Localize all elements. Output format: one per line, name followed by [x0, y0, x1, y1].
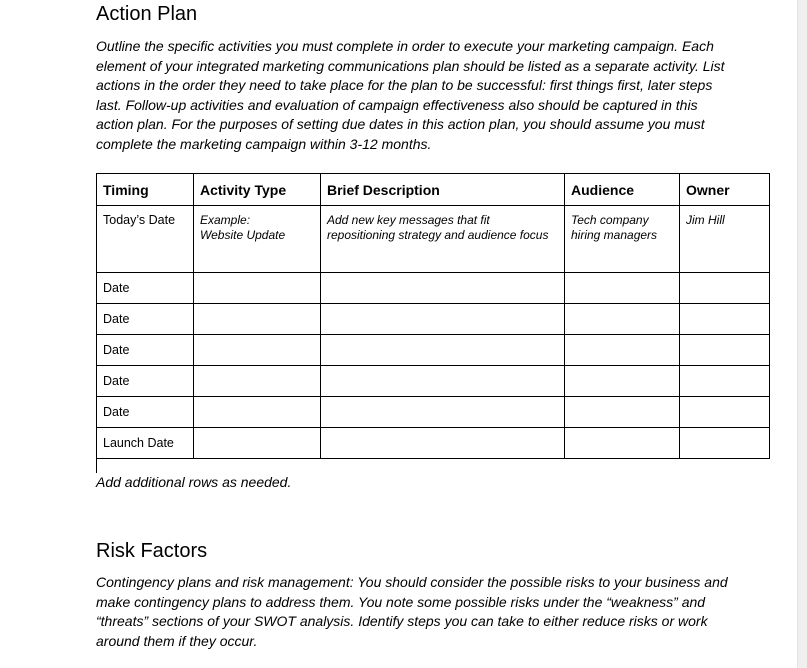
column-header-owner: Owner: [680, 174, 770, 206]
example-row: [97, 206, 770, 273]
action-plan-heading: Action Plan: [96, 3, 198, 25]
owner-cell[interactable]: [680, 304, 770, 335]
risk-factors-heading: Risk Factors: [96, 540, 208, 562]
description-cell[interactable]: [321, 335, 565, 366]
owner-cell[interactable]: [680, 335, 770, 366]
window-edge-scrollbar[interactable]: [797, 0, 807, 668]
description-cell[interactable]: [321, 428, 565, 459]
table-row: [97, 397, 770, 428]
description-cell[interactable]: [321, 273, 565, 304]
example-description-cell[interactable]: Add new key messages that fit repositioning strategy and audience focus: [321, 206, 565, 273]
timing-cell[interactable]: Date: [97, 304, 194, 335]
action-plan-table: [96, 173, 770, 459]
column-header-audience: Audience: [565, 174, 680, 206]
example-activity-line2: Website Update: [200, 228, 286, 242]
timing-cell[interactable]: Date: [97, 273, 194, 304]
risk-factors-text: Contingency plans and risk management: You should consider the possible risks to your business and make contingency plans to address them. You note some possible risks under the “weakness” and “threats” sections of your SWOT analysis. Identify steps you can take to either reduce risks or work around them if they occur.: [96, 574, 728, 649]
example-audience-cell[interactable]: Tech company hiring managers: [565, 206, 680, 273]
example-activity-line1: Example:: [200, 213, 251, 227]
table-row: [97, 428, 770, 459]
activity-cell[interactable]: [194, 335, 321, 366]
activity-cell[interactable]: [194, 366, 321, 397]
owner-cell[interactable]: [680, 273, 770, 304]
column-header-timing: Timing: [97, 174, 194, 206]
owner-cell[interactable]: [680, 366, 770, 397]
table-header-row: [97, 174, 770, 206]
example-activity-cell[interactable]: [194, 206, 321, 273]
timing-cell[interactable]: Launch Date: [97, 428, 194, 459]
table-row: [97, 273, 770, 304]
example-owner-cell[interactable]: Jim Hill: [680, 206, 770, 273]
activity-cell[interactable]: [194, 428, 321, 459]
add-rows-note: Add additional rows as needed.: [96, 474, 292, 490]
action-plan-intro: Outline the specific activities you must complete in order to execute your marketing campaign. Each element of your integrated marketing communications plan should be listed as a separate activity. List actions in the order they need to take place for the plan to be successful: first things first, later steps last. Follow-up activities and evaluation of campaign effectiveness also should be captured in this action plan. For the purposes of setting due dates in this action plan, you should assume you must complete the marketing campaign within 3-12 months.: [96, 38, 725, 152]
description-cell[interactable]: [321, 397, 565, 428]
activity-cell[interactable]: [194, 397, 321, 428]
description-cell[interactable]: [321, 366, 565, 397]
timing-cell[interactable]: Date: [97, 366, 194, 397]
table-border-stub: [96, 455, 97, 473]
audience-cell[interactable]: [565, 304, 680, 335]
column-header-activity-type: Activity Type: [194, 174, 321, 206]
timing-cell[interactable]: Date: [97, 335, 194, 366]
example-timing-cell[interactable]: Today’s Date: [97, 206, 194, 273]
table-row: [97, 366, 770, 397]
owner-cell[interactable]: [680, 397, 770, 428]
table-row: [97, 335, 770, 366]
audience-cell[interactable]: [565, 335, 680, 366]
audience-cell[interactable]: [565, 273, 680, 304]
audience-cell[interactable]: [565, 397, 680, 428]
table-row: [97, 304, 770, 335]
audience-cell[interactable]: [565, 366, 680, 397]
activity-cell[interactable]: [194, 304, 321, 335]
activity-cell[interactable]: [194, 273, 321, 304]
owner-cell[interactable]: [680, 428, 770, 459]
timing-cell[interactable]: Date: [97, 397, 194, 428]
column-header-brief-description: Brief Description: [321, 174, 565, 206]
description-cell[interactable]: [321, 304, 565, 335]
audience-cell[interactable]: [565, 428, 680, 459]
